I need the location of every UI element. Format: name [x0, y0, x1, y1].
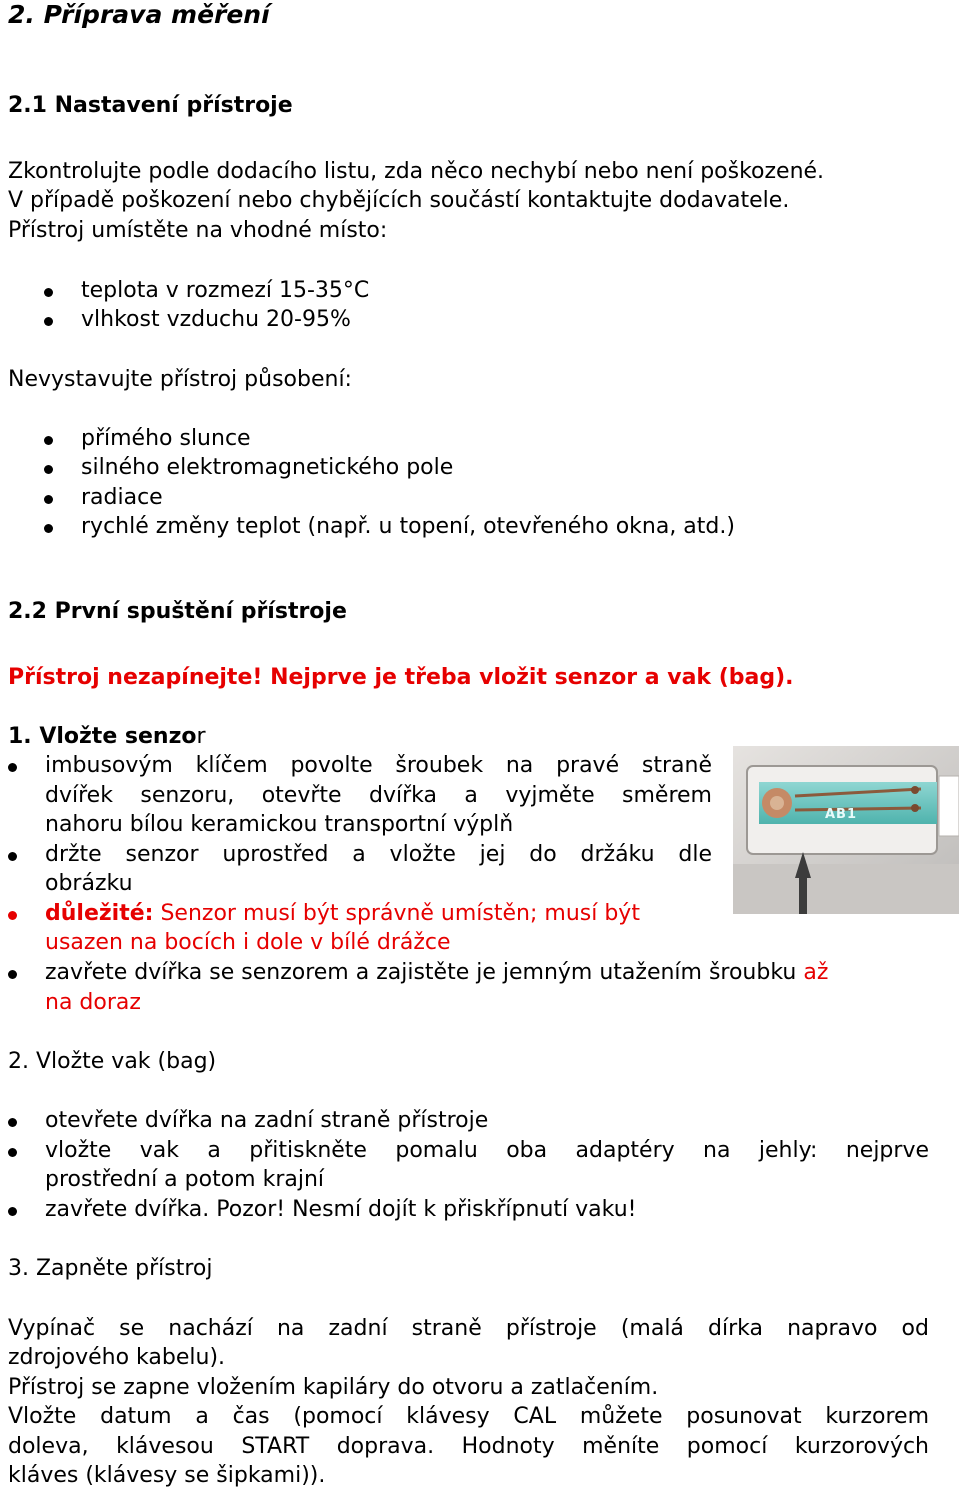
- warning-text: Přístroj nezapínejte! Nejprve je třeba vložit senzor a vak (bag).: [8, 665, 794, 690]
- step-2-line: vložte vak a přitiskněte pomalu oba adaptéry na jehly: nejprve: [45, 1138, 929, 1163]
- bullet: [44, 495, 53, 504]
- bullet: [44, 465, 53, 474]
- step-1-line: nahoru bílou keramickou transportní výplň: [45, 812, 514, 837]
- bullet: [8, 1148, 17, 1157]
- bullet: [44, 317, 53, 326]
- step-2-line: prostřední a potom krajní: [45, 1167, 325, 1192]
- bullet: [44, 436, 53, 445]
- page-title: 2. Příprava měření: [8, 0, 270, 29]
- intro-line: V případě poškození nebo chybějících součástí kontaktujte dodavatele.: [8, 188, 790, 213]
- step-1-line: obrázku: [45, 871, 133, 896]
- bullet: [8, 1118, 17, 1127]
- step-3-line: doleva, klávesou START doprava. Hodnoty měníte pomocí kurzorových: [8, 1434, 929, 1459]
- important-line: důležité: Senzor musí být správně umístěn; musí být: [45, 901, 640, 926]
- list-item: vlhkost vzduchu 20-95%: [81, 307, 351, 332]
- section-heading-2-2: 2.2 První spuštění přístroje: [8, 599, 347, 624]
- step-3-line: Přístroj se zapne vložením kapiláry do otvoru a zatlačením.: [8, 1375, 659, 1400]
- bullet: [8, 852, 17, 861]
- step-3-line: kláves (klávesy se šipkami)).: [8, 1463, 326, 1488]
- important-line: usazen na bocích i dole v bílé drážce: [45, 930, 451, 955]
- step-1-title: 1. Vložte senzor: [8, 724, 206, 749]
- step-1-line: na doraz: [45, 990, 141, 1015]
- sensor-illustration: [733, 746, 959, 914]
- list-item: přímého slunce: [81, 426, 251, 451]
- intro-line: Zkontrolujte podle dodacího listu, zda něco nechybí nebo není poškozené.: [8, 159, 825, 184]
- step-1-line: imbusovým klíčem povolte šroubek na pravé straně: [45, 753, 712, 778]
- bullet: [44, 288, 53, 297]
- avoid-intro: Nevystavujte přístroj působení:: [8, 367, 352, 392]
- step-3-line: Vypínač se nachází na zadní straně přístroje (malá dírka napravo od: [8, 1316, 929, 1341]
- step-3-title: 3. Zapněte přístroj: [8, 1256, 213, 1281]
- bullet: [8, 1207, 17, 1216]
- list-item: radiace: [81, 485, 163, 510]
- step-1-line: držte senzor uprostřed a vložte jej do držáku dle: [45, 842, 712, 867]
- list-item: teplota v rozmezí 15-35°C: [81, 278, 370, 303]
- section-heading-2-1: 2.1 Nastavení přístroje: [8, 93, 293, 118]
- step-2-line: zavřete dvířka. Pozor! Nesmí dojít k přiskřípnutí vaku!: [45, 1197, 637, 1222]
- step-2-title: 2. Vložte vak (bag): [8, 1049, 217, 1074]
- list-item: rychlé změny teplot (např. u topení, otevřeného okna, atd.): [81, 514, 735, 539]
- bullet: [8, 763, 17, 772]
- bullet: [8, 970, 17, 979]
- list-item: silného elektromagnetického pole: [81, 455, 454, 480]
- step-2-line: otevřete dvířka na zadní straně přístroje: [45, 1108, 489, 1133]
- bullet: [8, 911, 17, 920]
- step-3-line: zdrojového kabelu).: [8, 1345, 226, 1370]
- step-3-line: Vložte datum a čas (pomocí klávesy CAL můžete posunovat kurzorem: [8, 1404, 929, 1429]
- sensor-label: AB1: [825, 807, 858, 822]
- step-1-line: dvířek senzoru, otevřte dvířka a vyjměte směrem: [45, 783, 712, 808]
- bullet: [44, 524, 53, 533]
- intro-line: Přístroj umístěte na vhodné místo:: [8, 218, 388, 243]
- step-1-line: zavřete dvířka se senzorem a zajistěte je jemným utažením šroubku až: [45, 960, 829, 985]
- sensor-photo: [733, 746, 959, 914]
